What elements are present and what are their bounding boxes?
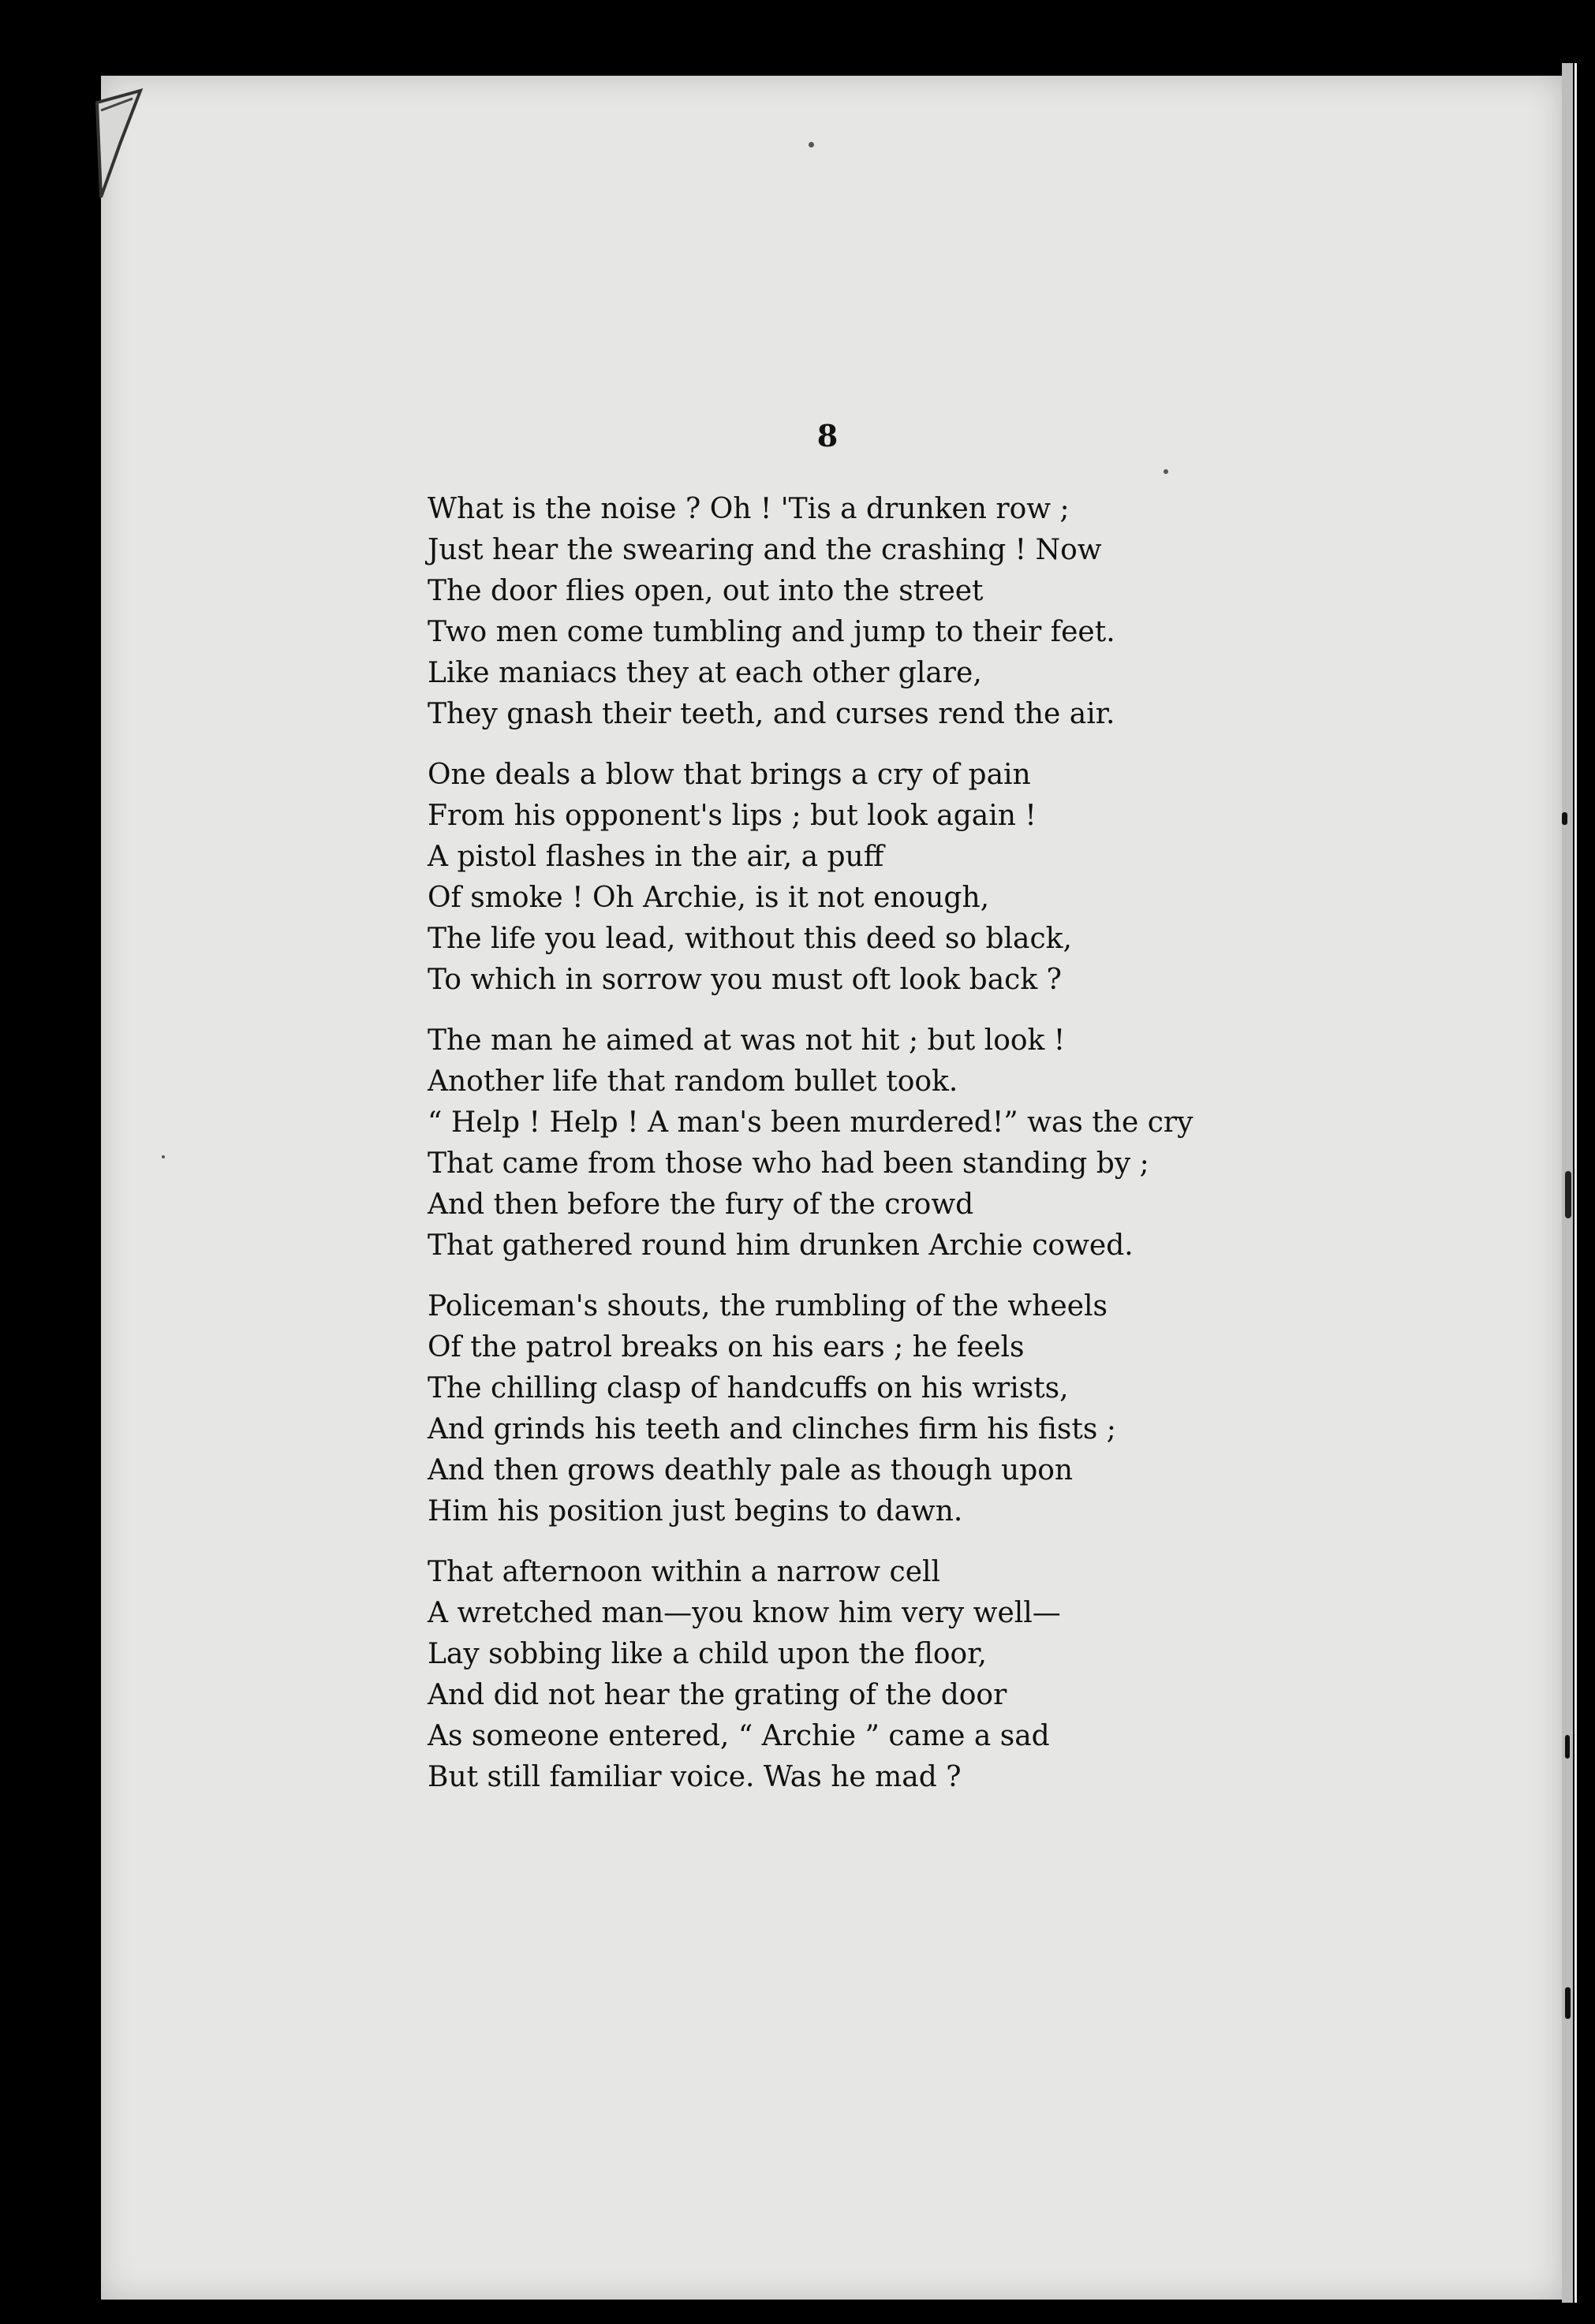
poem-line: The man he aimed at was not hit ; but look ! bbox=[428, 1024, 1066, 1057]
poem-line: Two men come tumbling and jump to their feet. bbox=[428, 616, 1115, 648]
poem-line: As someone entered, “ Archie ” came a sad bbox=[428, 1720, 1050, 1752]
dust-speck bbox=[1565, 1987, 1571, 2019]
poem-line: Like maniacs they at each other glare, bbox=[428, 657, 982, 689]
stanza bbox=[428, 755, 1295, 1001]
poem-line: From his opponent's lips ; but look again ! bbox=[428, 800, 1037, 832]
poem-line: The life you lead, without this deed so black, bbox=[428, 923, 1072, 955]
poem-line: But still familiar voice. Was he mad ? bbox=[428, 1761, 962, 1793]
poem-line: And then grows deathly pale as though upon bbox=[428, 1454, 1074, 1487]
poem-line: Him his position just begins to dawn. bbox=[428, 1495, 963, 1528]
poem-line: Lay sobbing like a child upon the floor, bbox=[428, 1638, 987, 1670]
dust-speck bbox=[1565, 1735, 1570, 1759]
stanza bbox=[428, 1020, 1295, 1266]
dust-speck bbox=[1164, 469, 1168, 474]
page-number: 8 bbox=[816, 418, 839, 453]
poem-line: Just hear the swearing and the crashing ! Now bbox=[428, 534, 1102, 566]
poem-line: And did not hear the grating of the door bbox=[428, 1679, 1007, 1711]
poem-line: A wretched man—you know him very well— bbox=[428, 1597, 1061, 1629]
poem-line: Of the patrol breaks on his ears ; he feels bbox=[428, 1331, 1025, 1363]
poem-line: The door flies open, out into the street bbox=[428, 575, 984, 607]
poem-text bbox=[428, 489, 1295, 1818]
poem-line: That came from those who had been standing by ; bbox=[428, 1147, 1149, 1180]
stanza bbox=[428, 489, 1295, 735]
poem-line: They gnash their teeth, and curses rend the air. bbox=[428, 698, 1115, 730]
folded-corner-mark bbox=[93, 87, 148, 205]
poem-line: One deals a blow that brings a cry of pain bbox=[428, 759, 1031, 791]
poem-line: Of smoke ! Oh Archie, is it not enough, bbox=[428, 882, 990, 914]
poem-line: That gathered round him drunken Archie cowed. bbox=[428, 1229, 1134, 1262]
poem-line: A pistol flashes in the air, a puff bbox=[428, 841, 884, 873]
poem-line: The chilling clasp of handcuffs on his wrists, bbox=[428, 1372, 1069, 1404]
poem-line: “ Help ! Help ! A man's been murdered!” was the cry bbox=[428, 1106, 1193, 1139]
dust-speck bbox=[1565, 1171, 1571, 1218]
poem-line: What is the noise ? Oh ! 'Tis a drunken row ; bbox=[428, 493, 1070, 525]
dust-speck bbox=[162, 1155, 165, 1158]
poem-line: To which in sorrow you must oft look back ? bbox=[428, 964, 1062, 996]
dust-speck bbox=[1562, 812, 1567, 825]
dust-speck bbox=[809, 142, 814, 147]
poem-line: Policeman's shouts, the rumbling of the wheels bbox=[428, 1290, 1108, 1322]
poem-line: And then before the fury of the crowd bbox=[428, 1188, 974, 1221]
poem-line: Another life that random bullet took. bbox=[428, 1065, 958, 1098]
poem-line: That afternoon within a narrow cell bbox=[428, 1556, 941, 1588]
poem-line: And grinds his teeth and clinches firm his fists ; bbox=[428, 1413, 1116, 1446]
stanza bbox=[428, 1286, 1295, 1532]
page-edge-highlight bbox=[1574, 63, 1577, 2303]
stanza bbox=[428, 1552, 1295, 1798]
